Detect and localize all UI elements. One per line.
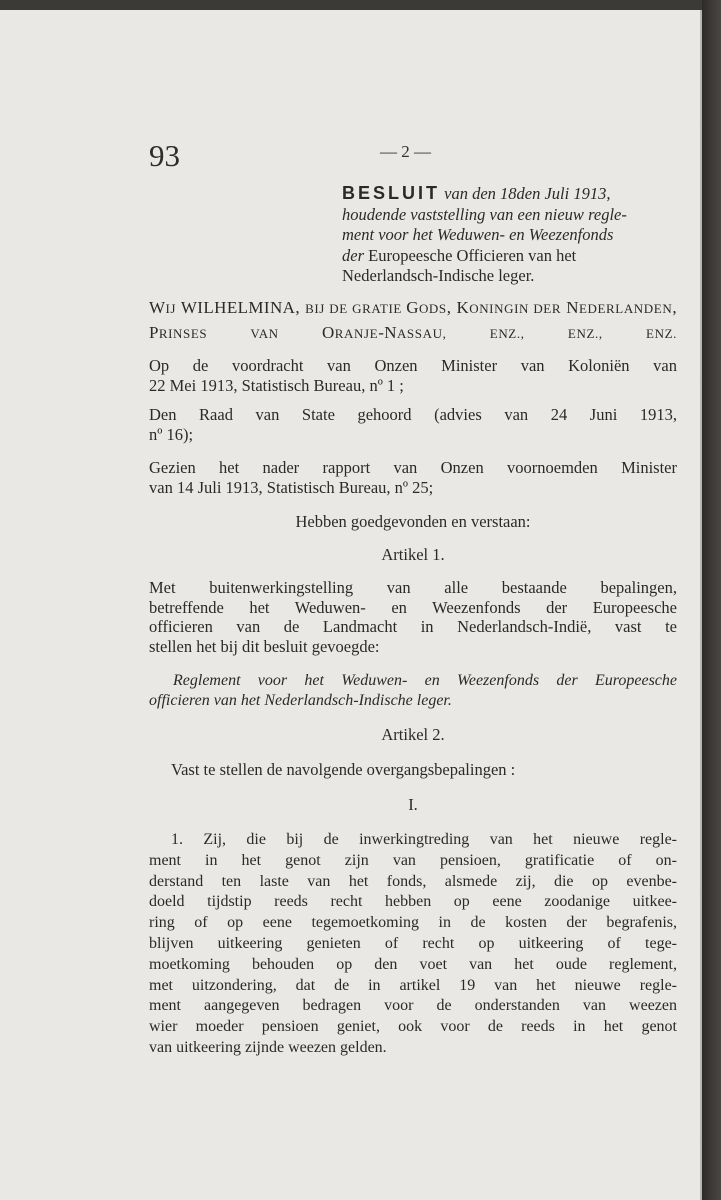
hebben-goedgevonden: Hebben goedgevonden en verstaan: [295,512,531,531]
artikel-1-heading: Artikel 1. [381,545,445,564]
book-gutter [702,0,721,1200]
paragraph-artikel-1: Met buitenwerkingstelling van alle bestaande bepalingen, betreffende het Weduwen- en Weezenfonds der Europeesche officieren van de Landmacht in Nederlandsch-Indië, vast te stellen het bij dit besluit gevoegde: [149,578,677,656]
page-number: 93 [149,138,180,173]
overgangsbepaling-1: 1. Zij, die bij de inwerkingtreding van het nieuwe regle- ment in het genot zijn van pensioen, gratificatie of on- derstand ten laste van het fonds, alsmede zij, die op evenbe- doeld tijdstip reeds recht hebben op eene zoodanige uitkee- ring of op eene tegemoetkoming in de kosten der begrafenis, blijven uitkeering genieten of recht op uitkeering of tege- moetkoming behouden op den voet van het oude reglement, met uitzondering, dat de in artikel 19 van het nieuwe regle- ment aangegeven bedragen voor de onderstanden van weezen wier moeder pensioen geniet, ook voor de reeds in het genot van uitkeering zijnde weezen gelden. [149,831,677,1056]
title-line-4-roman: Europeesche Officieren van het [368,245,577,265]
reglement-title: Reglement voor het Weduwen- en Weezenfonds der Europeesche officieren van het Nederlandsch-Indische leger. [149,672,677,709]
folio-number: — 2 — [380,142,431,161]
paragraph-voordracht: Op de voordracht van Onzen Minister van Koloniën van 22 Mei 1913, Statistisch Bureau, nº 1 ; [149,356,677,395]
title-line-3: ment voor het Weduwen- en Weezenfonds [342,225,614,244]
overgangsbepalingen-intro: Vast te stellen de navolgende overgangsbepalingen : [171,760,516,779]
paragraph-raad-van-state: Den Raad van State gehoord (advies van 24 Juni 1913, nº 16); [149,405,677,444]
decree-title [342,183,677,287]
scan-top-edge [0,0,702,10]
artikel-2-heading: Artikel 2. [381,725,445,744]
title-line-4: der Europeesche Officieren van het [342,245,577,265]
section-roman-i: I. [408,795,418,814]
title-line-5: Nederlandsch-Indische leger. [342,266,535,285]
title-word: BESLUIT [342,183,441,203]
royal-decree-intro: WIJ WILHELMINA, BIJ DE GRATIE GODS, KONINGIN DER NEDERLANDEN, PRINSES VAN ORANJE-NASSAU, ENZ., ENZ., ENZ. [149,298,677,342]
title-line-2: houdende vaststelling van een nieuw regle- [342,204,627,224]
title-line-1: van den 18den Juli 1913, [444,184,611,203]
paragraph-gezien: Gezien het nader rapport van Onzen voornoemden Minister van 14 Juli 1913, Statistisch Bureau, nº 25; [149,458,677,497]
